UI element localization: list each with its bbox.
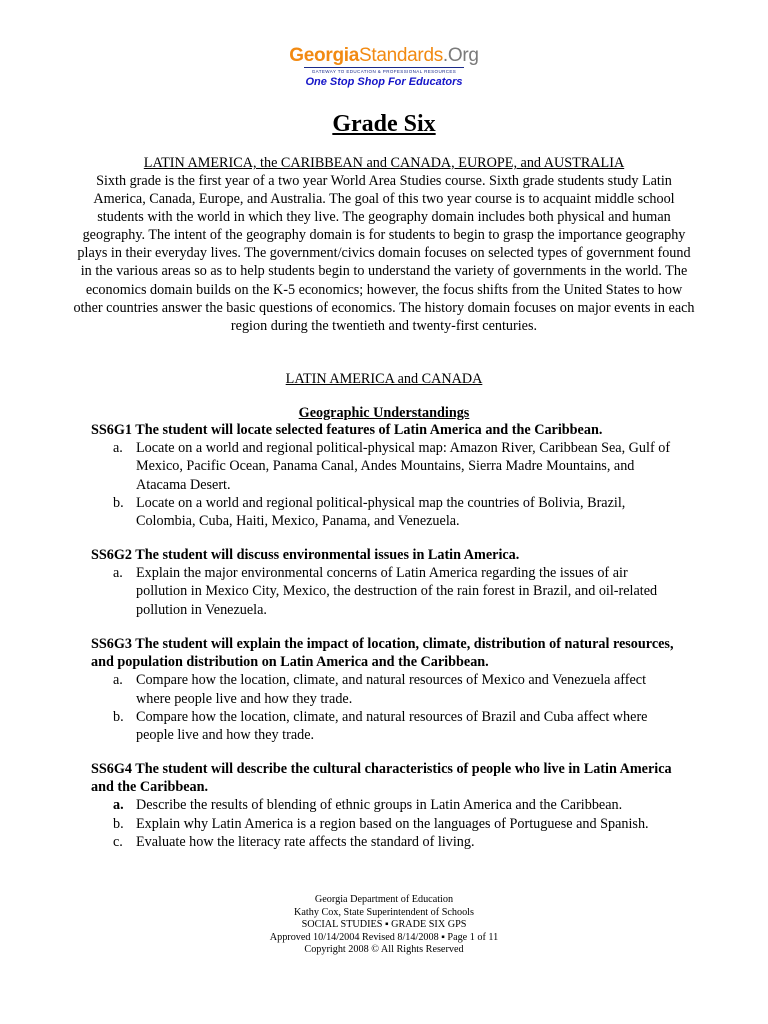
intro-heading: LATIN AMERICA, the CARIBBEAN and CANADA, EUROPE, and AUSTRALIA: [143, 155, 625, 171]
item-marker: c.: [113, 833, 123, 850]
logo-subtitle: GATEWAY TO EDUCATION & PROFESSIONAL RESOURCES: [311, 69, 457, 74]
standard-items: [91, 671, 681, 744]
footer-superintendent: Kathy Cox, State Superintendent of Schools: [294, 906, 474, 918]
logo-wordmark-standards: Standards: [359, 45, 443, 66]
list-item: [91, 796, 681, 814]
standard-items: [91, 796, 681, 851]
intro-paragraph: Sixth grade is the first year of a two year World Area Studies course. Sixth grade students study Latin America, Canada, Europe, and Australia. The goal of this two year course is to acquaint middle school students with the world in which they live. The geography domain includes both physical and human geography. The intent of the geography domain is for students to begin to grasp the importance geography plays in their everyday lives. The government/civics domain focuses on selected types of government found in the various areas so as to help students begin to understand the variety of governments in the world. The economics domain builds on the K-5 economics; however, the focus shifts from the United States to how other countries answer the basic questions of economics. The history domain focuses on major events in each region during the twentieth and twenty-first centuries.: [73, 173, 695, 334]
standard-heading: SS6G1 The student will locate selected features of Latin America and the Caribbean.: [91, 422, 603, 438]
list-item: [91, 671, 681, 707]
logo-tagline: One Stop Shop For Educators: [305, 76, 463, 88]
item-text: Compare how the location, climate, and natural resources of Mexico and Venezuela affect where people live and how they trade.: [136, 672, 647, 707]
list-item: [91, 564, 681, 619]
standard-heading: SS6G4 The student will describe the cultural characteristics of people who live in Latin America and the Caribbean.: [91, 761, 672, 796]
logo-wordmark: [0, 46, 768, 66]
item-marker: b.: [113, 815, 124, 832]
footer-subject: SOCIAL STUDIES ▪ GRADE SIX GPS: [301, 919, 467, 930]
item-marker: a.: [113, 797, 124, 814]
item-text: Compare how the location, climate, and natural resources of Brazil and Cuba affect where people live and how they trade.: [136, 708, 648, 744]
standard-ss6g3: [91, 635, 681, 744]
footer-department: Georgia Department of Education: [314, 894, 454, 905]
logo-wordmark-org: .Org: [442, 45, 479, 66]
page-title: Grade Six: [332, 111, 436, 137]
page-footer: [0, 894, 768, 957]
item-marker: b.: [113, 494, 124, 511]
standard-ss6g4: [91, 760, 681, 851]
item-text: Evaluate how the literacy rate affects the standard of living.: [136, 833, 475, 850]
item-text: Explain why Latin America is a region based on the languages of Portuguese and Spanish.: [136, 815, 649, 832]
logo-wordmark-georgia: Georgia: [289, 45, 359, 66]
section-subheading: Geographic Understandings: [298, 405, 470, 421]
standard-ss6g2: [91, 546, 681, 619]
item-text: Locate on a world and regional political-physical map the countries of Bolivia, Brazil, Colombia, Cuba, Haiti, Mexico, Panama, and Venezuela.: [136, 494, 626, 530]
item-text: Describe the results of blending of ethnic groups in Latin America and the Caribbean.: [136, 797, 623, 814]
standard-heading: SS6G3 The student will explain the impact of location, climate, distribution of natural resources, and population distribution on Latin America and the Caribbean.: [91, 636, 674, 671]
section-heading: LATIN AMERICA and CANADA: [285, 371, 483, 387]
standard-ss6g1: [91, 421, 681, 530]
standard-heading: SS6G2 The student will discuss environmental issues in Latin America.: [91, 547, 520, 563]
list-item: [91, 708, 681, 744]
list-item: [91, 815, 681, 833]
standard-items: [91, 564, 681, 619]
georgia-standards-logo[interactable]: [0, 46, 768, 89]
footer-copyright: Copyright 2008 © All Rights Reserved: [304, 944, 464, 955]
footer-approval-page: Approved 10/14/2004 Revised 8/14/2008 ▪ Page 1 of 11: [269, 931, 499, 943]
item-text: Explain the major environmental concerns of Latin America regarding the issues of air pollution in Mexico City, Mexico, the destruction of the rain forest in Brazil, and oil-related pollution in Venezuela.: [136, 565, 658, 618]
item-marker: a.: [113, 565, 123, 582]
item-marker: b.: [113, 708, 124, 725]
list-item: [91, 494, 681, 530]
item-text: Locate on a world and regional political-physical map: Amazon River, Caribbean Sea, Gulf of Mexico, Pacific Ocean, Panama Canal, Andes Mountains, Sierra Madre Mountains, and Atacama Desert.: [136, 440, 671, 493]
list-item: [91, 439, 681, 494]
standard-items: [91, 439, 681, 530]
item-marker: a.: [113, 672, 123, 689]
list-item: [91, 833, 681, 851]
item-marker: a.: [113, 440, 123, 457]
